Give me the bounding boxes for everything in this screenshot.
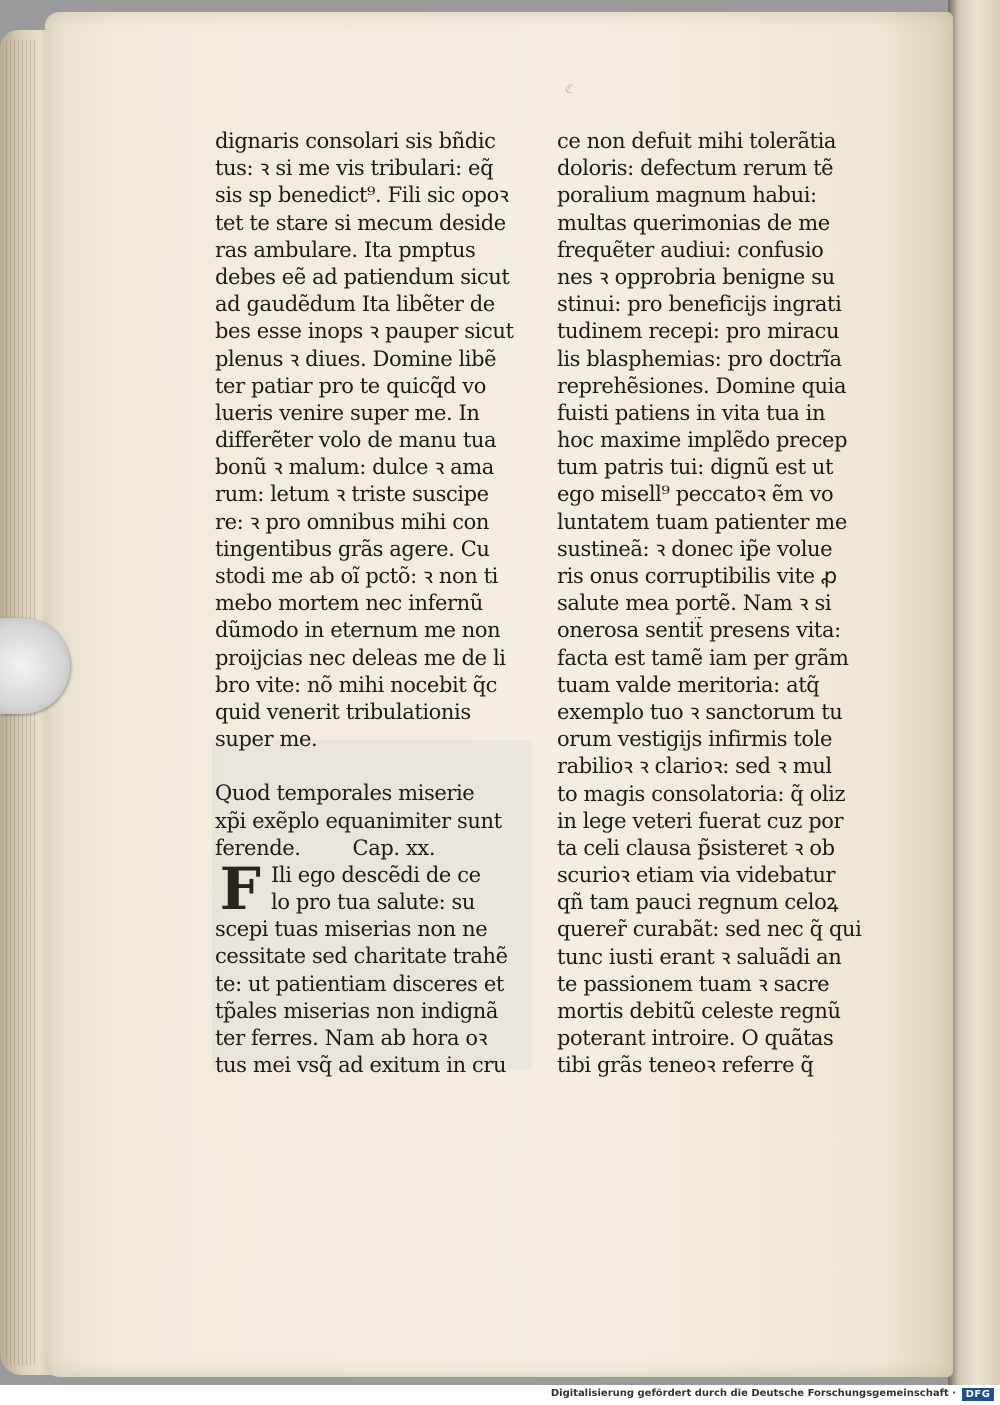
- text-line: nes ꝛ opprobria benigne su: [557, 264, 835, 289]
- initial-block: [215, 854, 535, 923]
- text-line: tum patris tui: dignũ est ut: [557, 455, 834, 480]
- text-line: tet te stare si mecum deside: [215, 210, 506, 235]
- right-text-column: [557, 128, 875, 1080]
- text-line: tp̃ales miserias non indignã: [215, 998, 499, 1023]
- footer-bar: [0, 1385, 1000, 1405]
- text-line: lo pro tua salute: su: [271, 890, 476, 915]
- text-line: onerosa sentit̃ presens vita:: [557, 618, 841, 643]
- facing-page-edge: [948, 0, 1000, 1385]
- text-line: re: ꝛ pro omnibus mihi con: [215, 509, 489, 534]
- text-line: quid venerit tribulationis: [215, 699, 471, 724]
- running-mark: ℭ: [565, 82, 575, 96]
- text-line: luntatem tuam patienter me: [557, 509, 847, 534]
- text-line: facta est tamẽ iam per grãm: [557, 645, 849, 670]
- heading-line: Quod temporales miserie: [215, 781, 475, 806]
- text-line: sustineã: ꝛ donec ip̃e volue: [557, 536, 833, 561]
- chapter-body: [215, 916, 535, 1079]
- text-line: tus: ꝛ si me vis tribulari: eq̃: [215, 156, 494, 181]
- text-line: plenus ꝛ diues. Domine libẽ: [215, 346, 497, 371]
- chapter-heading: [215, 780, 535, 862]
- text-line: debes eẽ ad patiendum sicut: [215, 264, 510, 289]
- text-line: exemplo tuo ꝛ sanctorum tu: [557, 699, 843, 724]
- text-line: reprehẽsiones. Domine quia: [557, 373, 847, 398]
- text-line: tus mei vsq̃ ad exitum in cru: [215, 1053, 507, 1078]
- text-line: multas querimonias de me: [557, 210, 830, 235]
- text-line: ter patiar pro te quicq̃d vo: [215, 373, 486, 398]
- heading-last-word: ferende.: [215, 835, 301, 860]
- heading-final-line: [215, 835, 535, 862]
- left-text-column: [215, 128, 535, 1079]
- text-line: tuam valde meritoria: atq̃: [557, 672, 820, 697]
- text-line: rum: letum ꝛ triste suscipe: [215, 482, 489, 507]
- text-line: ter ferres. Nam ab hora oꝛ: [215, 1026, 488, 1050]
- text-line: sis sp benedict⁹. Fili sic opoꝛ: [215, 183, 509, 208]
- text-line: super me.: [215, 727, 318, 752]
- text-line: stinui: pro beneficijs ingrati: [557, 292, 842, 317]
- text-line: lis blasphemias: pro doctrĩa: [557, 346, 842, 371]
- text-line: poralium magnum habui:: [557, 183, 817, 208]
- text-line: tunc iusti erant ꝛ saluãdi an: [557, 944, 842, 969]
- text-line: scepi tuas miserias non ne: [215, 917, 488, 942]
- text-line: proijcias nec deleas me de li: [215, 645, 506, 670]
- text-line: querer̃ curabãt: sed nec q̃ qui: [557, 917, 862, 942]
- text-line: tibi grãs teneoꝛ referre q̃: [557, 1053, 814, 1078]
- heading-lines: [215, 780, 535, 834]
- text-line: ta celi clausa p̃sisteret ꝛ ob: [557, 835, 835, 860]
- text-line: bonũ ꝛ malum: dulce ꝛ ama: [215, 455, 494, 480]
- text-line: dignaris consolari sis bñdic: [215, 129, 496, 153]
- text-line: Ili ego descẽdi de ce: [271, 862, 481, 887]
- text-line: cessitate sed charitate trahẽ: [215, 944, 508, 969]
- decorated-initial: F: [219, 854, 261, 923]
- text-line: doloris: defectum rerum tẽ: [557, 156, 834, 181]
- text-line: scurioꝛ etiam via videbatur: [557, 863, 836, 888]
- text-line: tingentibus grãs agere. Cu: [215, 536, 490, 561]
- dfg-logo: DFG: [962, 1388, 994, 1401]
- text-line: bro vite: nõ mihi nocebit q̃c: [215, 672, 498, 697]
- text-line: mebo mortem nec infernũ: [215, 591, 483, 616]
- text-line: qñ tam pauci regnum celoꝝ: [557, 890, 839, 915]
- chapter-label: Cap. xx.: [352, 835, 436, 860]
- text-line: orum vestigijs infirmis tole: [557, 727, 833, 752]
- text-line: frequẽter audiui: confusio: [557, 237, 824, 262]
- text-line: ce non defuit mihi tolerãtia: [557, 129, 837, 153]
- text-line: ras ambulare. Ita pmptus: [215, 237, 476, 262]
- text-line: hoc maxime implẽdo precep: [557, 428, 848, 453]
- heading-line: xp̃i exẽplo equanimiter sunt: [215, 808, 502, 833]
- text-line: in lege veteri fuerat cuz por: [557, 808, 844, 833]
- text-line: mortis debitũ celeste regnũ: [557, 999, 841, 1023]
- text-line: ad gaudẽdum Ita libẽter de: [215, 292, 495, 317]
- text-line: poterant introire. O quãtas: [557, 1026, 834, 1051]
- text-line: fuisti patiens in vita tua in: [557, 400, 826, 425]
- text-line: ego misell⁹ peccatoꝛ ẽm vo: [557, 482, 834, 507]
- text-line: bes esse inops ꝛ pauper sicut: [215, 319, 514, 344]
- text-line: salute mea portẽ. Nam ꝛ si: [557, 591, 832, 616]
- text-line: te passionem tuam ꝛ sacre: [557, 971, 830, 996]
- text-line: stodi me ab oĩ pctõ: ꝛ non ti: [215, 564, 498, 588]
- left-column-body: [215, 128, 535, 753]
- text-line: te: ut patientiam disceres et: [215, 971, 504, 996]
- right-column-body: [557, 128, 875, 1080]
- text-line: ris onus corruptibilis vite ꝓ: [557, 564, 837, 588]
- text-line: dũmodo in eternum me non: [215, 618, 501, 643]
- text-line: tudinem recepi: pro miracu: [557, 319, 840, 344]
- text-line: differẽter volo de manu tua: [215, 428, 497, 453]
- text-line: lueris venire super me. In: [215, 400, 480, 425]
- text-line: rabilioꝛ ꝛ clarioꝛ: sed ꝛ mul: [557, 754, 832, 779]
- footer-credit: Digitalisierung gefördert durch die Deutsche Forschungsgemeinschaft ·: [550, 1388, 956, 1399]
- text-line: to magis consolatoria: q̃ oliz: [557, 781, 846, 806]
